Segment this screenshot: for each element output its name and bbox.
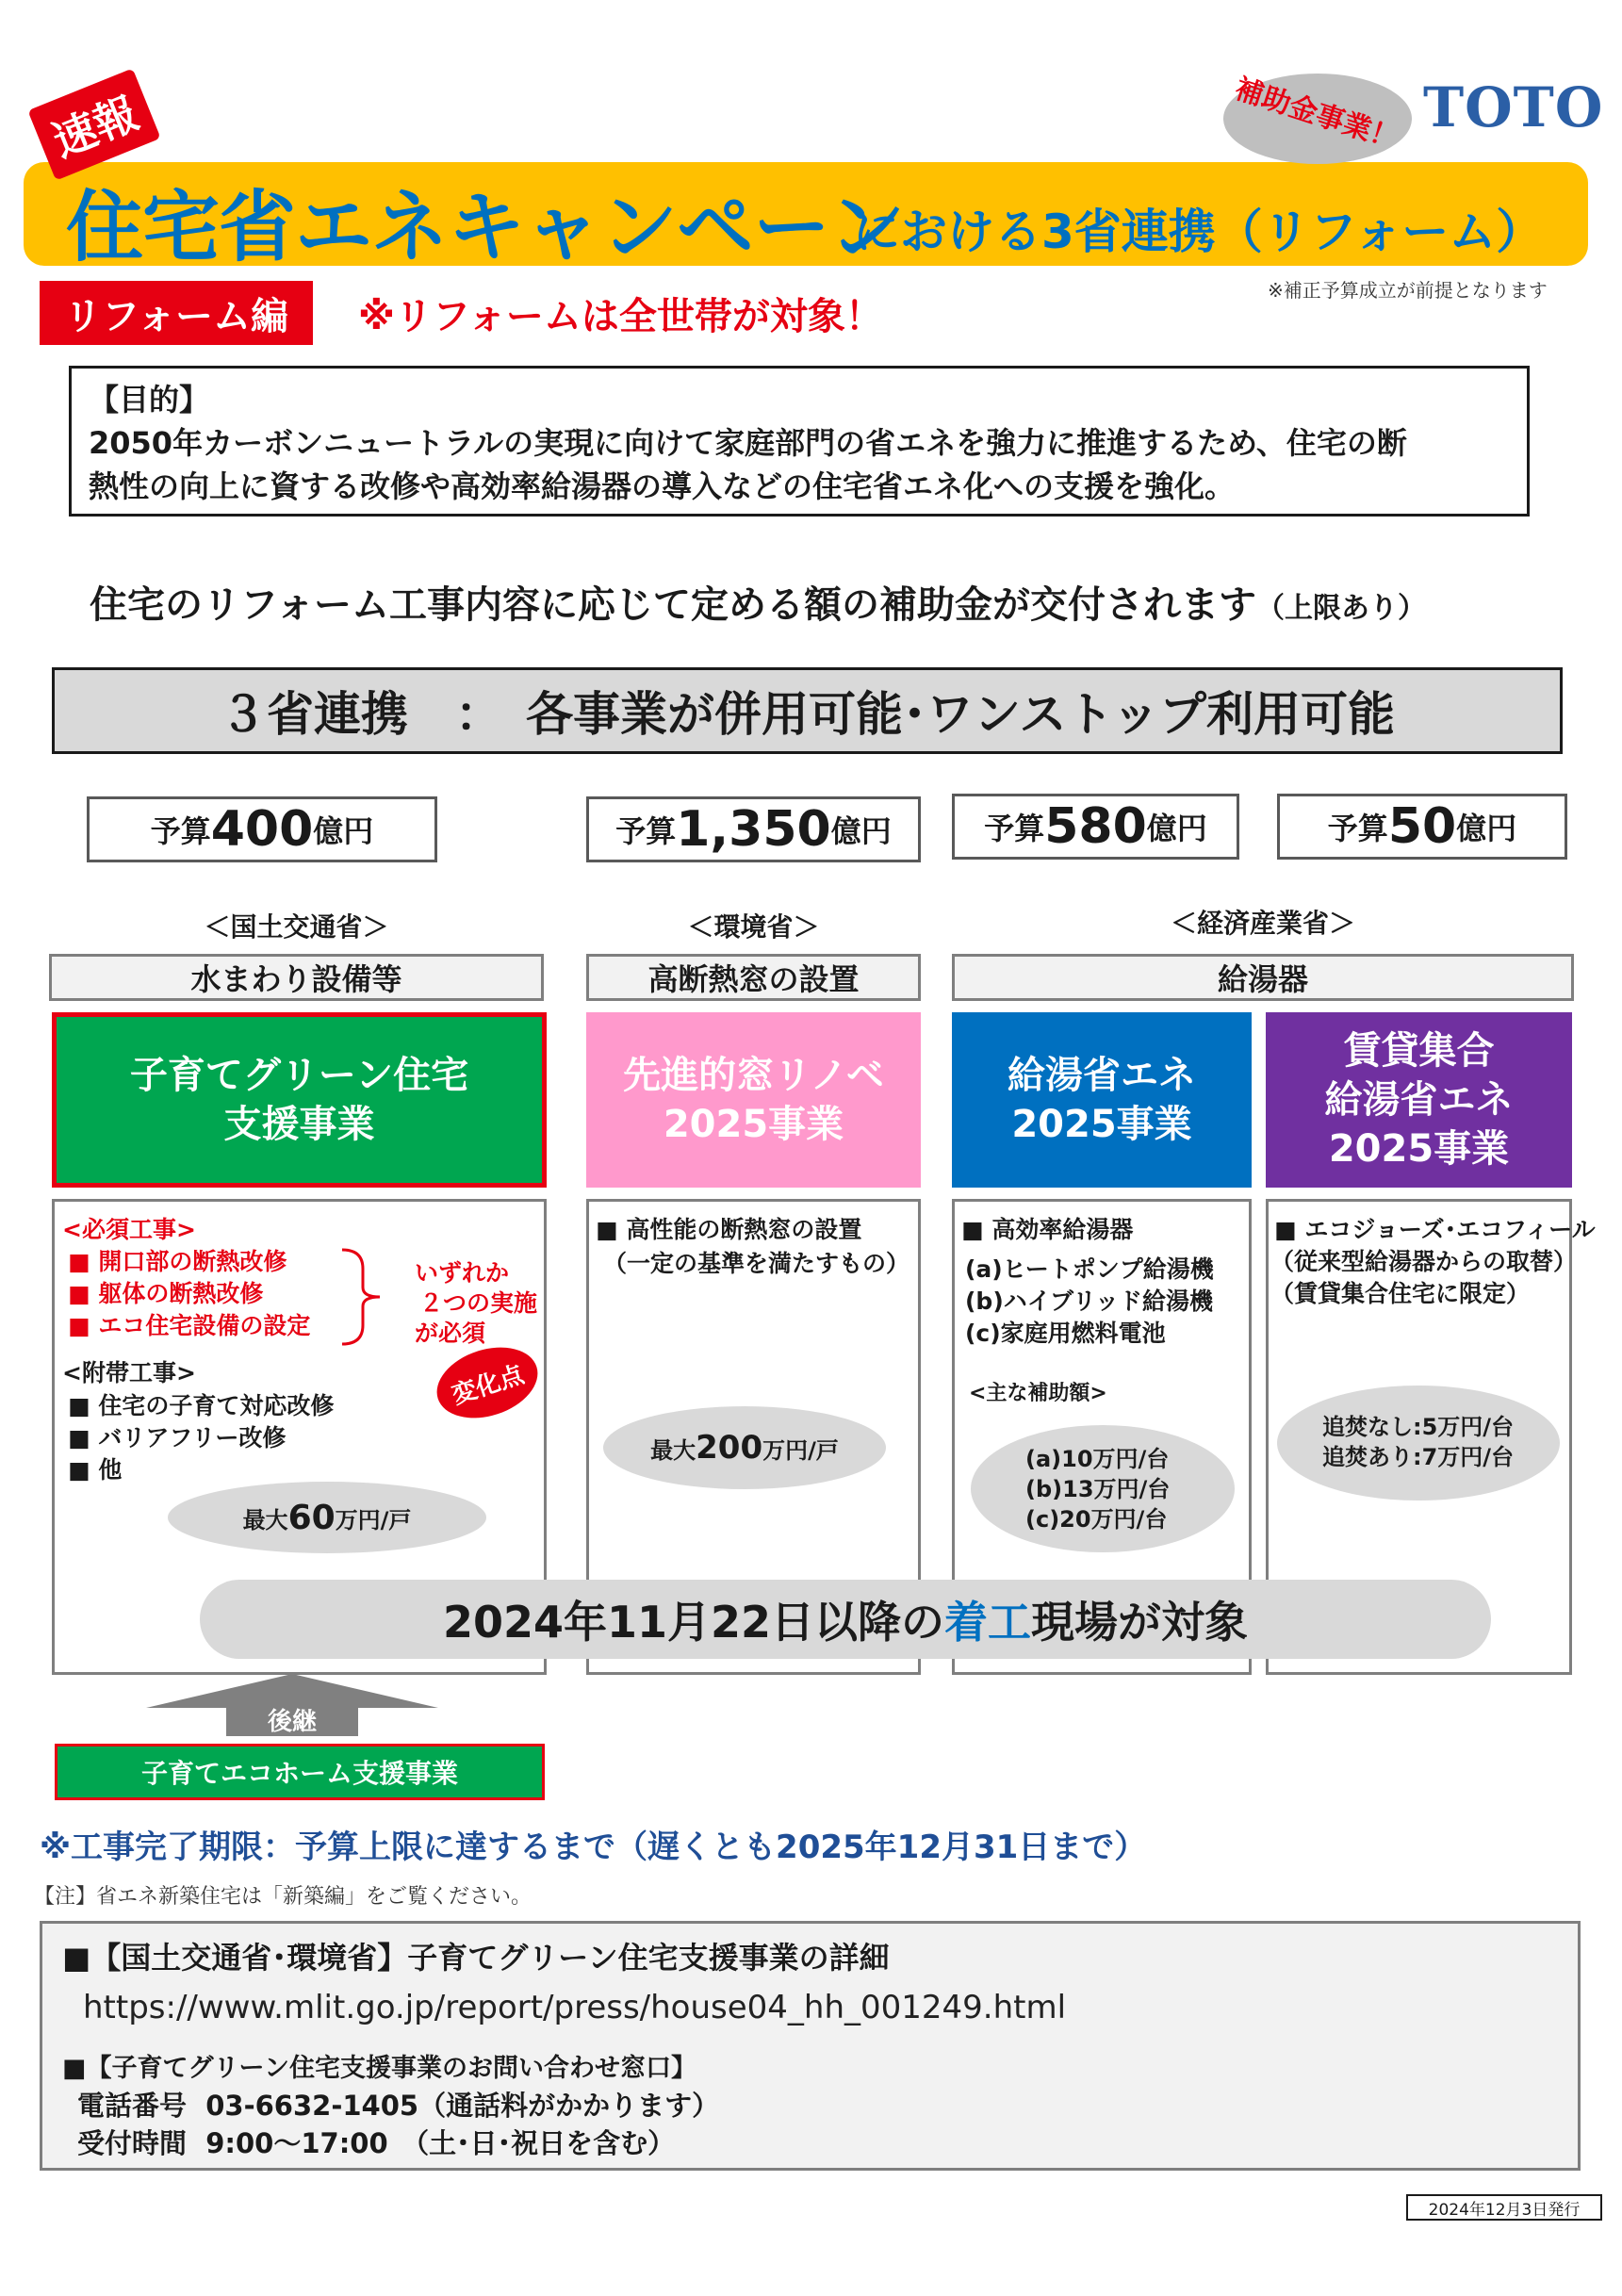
heater-item: ■ 高効率給湯器 [961,1216,1134,1243]
optional-item: ■ バリアフリー改修 [68,1424,287,1451]
heater-type: (c)家庭用燃料電池 [965,1320,1166,1347]
purpose-line: 熱性の向上に資する改修や高効率給湯器の導入などの住宅省エネ化への支援を強化。 [89,468,1236,504]
amount-oval [1277,1386,1560,1501]
contact-heading: ■【子育てグリーン住宅支援事業のお問い合わせ窓口】 [62,2054,696,2083]
budget-amount: 1,350 [676,801,831,858]
amount-item: 追焚なし:5万円/台 [1322,1414,1515,1440]
budget-prefix: 予算 [984,811,1045,846]
category-water: 水まわり設備等 [49,954,544,1001]
budget-box [1277,794,1567,860]
ministry-mlit: ＜国土交通省＞ [204,911,389,943]
required-heading: <必須工事> [62,1216,196,1243]
collaboration-bar: ３省連携 ： 各事業が併用可能･ワンストップ利用可能 [52,667,1563,754]
program-name: 先進的窓リノベ [623,1054,884,1097]
budget-note: ※補正予算成立が前提となります [1268,279,1548,302]
budget-prefix: 予算 [615,813,677,849]
budget-unit: 億円 [830,813,892,849]
date-highlight: 着工 [944,1597,1032,1648]
amount-item: (c)20万円/台 [1025,1506,1168,1533]
subsidy-badge: 補助金事業！ [1230,72,1402,156]
budget-unit: 億円 [313,813,374,849]
program-water-heater [952,1012,1252,1188]
purpose-box [69,366,1530,517]
hours-label: 受付時間 [77,2127,188,2159]
amount-oval [971,1425,1235,1552]
details-heading: ■【国土交通省･環境省】子育てグリーン住宅支援事業の詳細 [62,1940,890,1976]
either-note: ２つの実施 [419,1289,538,1317]
headline-note: （上限あり） [1256,592,1426,625]
page-title: 住宅省エネキャンペーン [66,183,905,272]
optional-item: ■ 住宅の子育て対応改修 [68,1392,335,1419]
contact-hours [77,2123,675,2161]
program-name: 支援事業 [223,1103,375,1146]
max-amount: 200 [696,1429,763,1467]
program-name: 賃貸集合 [1343,1029,1495,1073]
optional-heading: <附帯工事> [62,1359,196,1386]
budget-amount: 50 [1387,798,1457,855]
brace-icon [335,1246,391,1348]
breaking-news-badge: 速報 [27,68,160,180]
amount-item: 追焚あり:7万円/台 [1322,1444,1515,1470]
contact-phone [77,2085,719,2124]
program-window-renovation [586,1012,921,1188]
budget-unit: 億円 [1456,811,1517,846]
max-amount: 60 [287,1498,336,1537]
either-note: いずれか [415,1259,510,1287]
headline [90,575,1426,629]
max-amount-oval [603,1406,886,1489]
budget-unit: 億円 [1146,811,1207,846]
max-unit: 万円/戸 [335,1506,412,1533]
window-note: （一定の基準を満たすもの） [603,1250,910,1277]
completion-deadline: ※工事完了期限：予算上限に達するまで（遅くとも2025年12月31日まで） [40,1829,1147,1866]
amount-heading: <主な補助額> [969,1382,1107,1405]
program-name: 子育てグリーン住宅 [129,1054,469,1097]
category-heater: 給湯器 [952,954,1574,1001]
max-unit: 万円/戸 [762,1436,839,1464]
phone-label: 電話番号 [77,2090,188,2122]
reform-note: ※リフォームは全世帯が対象！ [358,295,883,338]
hours-value: 9:00～17:00 （土･日･祝日を含む） [205,2127,676,2159]
date-text: 2024年11月22日以降の [442,1597,945,1648]
predecessor-program: 子育てエコホーム支援事業 [55,1744,545,1800]
successor-label: 後継 [267,1707,317,1736]
required-item: ■ エコ住宅設備の設定 [68,1312,311,1339]
budget-amount: 580 [1044,798,1147,855]
issue-date: 2024年12月3日発行 [1406,2194,1602,2221]
budget-prefix: 予算 [1327,811,1388,846]
purpose-line: 2050年カーボンニュートラルの実現に向けて家庭部門の省エネを強力に推進するため、住宅の断 [89,425,1407,461]
budget-amount: 400 [210,801,314,858]
program-name: 2025事業 [1328,1127,1510,1171]
window-item: ■ 高性能の断熱窓の設置 [596,1216,862,1243]
phone-number: 03-6632-1405（通話料がかかります） [205,2090,720,2122]
program-name: 給湯省エネ [1324,1078,1514,1122]
program-name: 2025事業 [663,1103,844,1146]
program-rental-water-heater [1266,1012,1572,1188]
amount-item: (a)10万円/台 [1025,1446,1170,1472]
page-subtitle: における3省連携（リフォーム） [853,205,1544,259]
date-text: 現場が対象 [1031,1597,1249,1648]
max-prefix: 最大 [650,1436,696,1464]
budget-box [952,794,1239,860]
either-note: が必須 [415,1320,486,1347]
category-window: 高断熱窓の設置 [586,954,921,1001]
budget-box [586,796,921,862]
reform-tag: リフォーム編 [40,281,313,345]
budget-box [87,796,437,862]
budget-prefix: 予算 [150,813,211,849]
heater-type: (b)ハイブリッド給湯機 [965,1287,1213,1315]
required-item: ■ 開口部の断熱改修 [68,1248,287,1275]
change-point-badge: 変化点 [428,1336,547,1431]
program-name: 2025事業 [1011,1103,1192,1146]
program-name: 給湯省エネ [1008,1054,1196,1097]
ministry-env: ＜環境省＞ [687,911,820,943]
rental-note: （賃貸集合住宅に限定） [1270,1280,1531,1307]
toto-logo: TOTO [1423,75,1604,139]
newbuild-note: 【注】省エネ新築住宅は「新築編」をご覧ください。 [34,1885,532,1909]
rental-note: （従来型給湯器からの取替） [1270,1248,1578,1275]
optional-item: ■ 他 [68,1456,123,1484]
required-item: ■ 躯体の断熱改修 [68,1280,264,1307]
rental-item: ■ エコジョーズ･エコフィール [1274,1216,1596,1243]
purpose-heading: 【目的】 [89,382,210,418]
headline-text: 住宅のリフォーム工事内容に応じて定める額の補助金が交付されます [90,583,1256,627]
ministry-meti: ＜経済産業省＞ [1170,908,1355,939]
heater-type: (a)ヒートポンプ給湯機 [965,1255,1214,1283]
program-kosodate-green [52,1012,547,1188]
amount-item: (b)13万円/台 [1025,1476,1171,1502]
max-prefix: 最大 [242,1506,288,1533]
details-url-link[interactable]: https://www.mlit.go.jp/report/press/house04_hh_001249.html [83,1989,1067,2026]
max-amount-oval [168,1482,486,1553]
start-date-band [200,1580,1491,1659]
